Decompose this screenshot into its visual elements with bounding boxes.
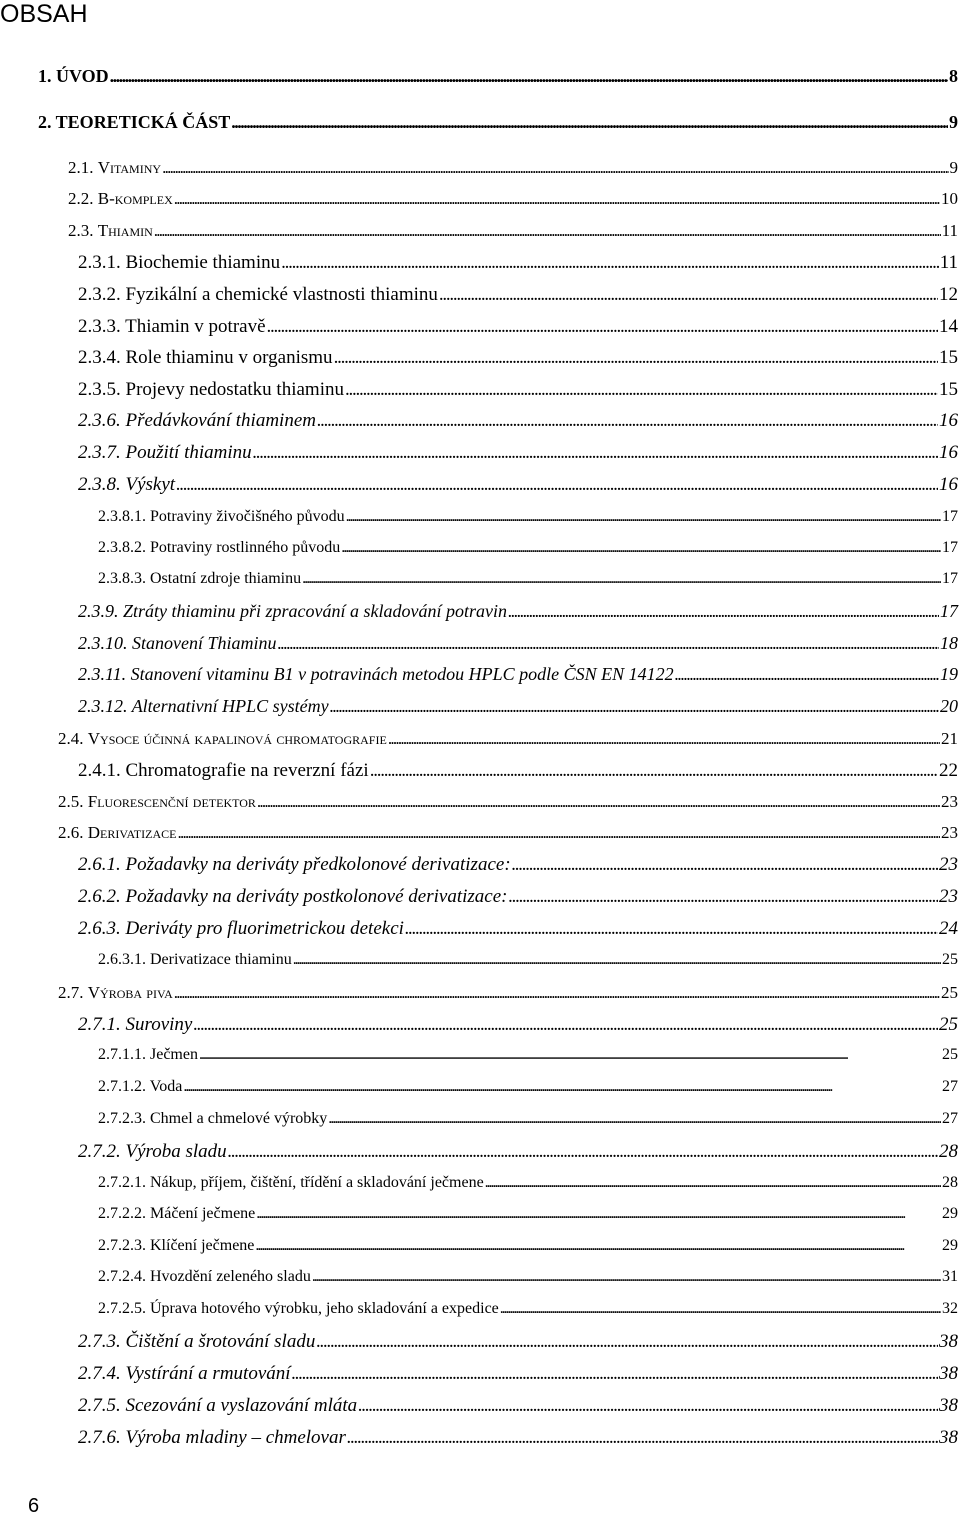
toc-entry[interactable] [98,951,958,969]
dot-leader [508,601,939,622]
toc-entry[interactable] [78,1427,958,1449]
toc-entry-number: 2.7.5. [78,1395,126,1416]
toc-entry[interactable] [78,1395,958,1417]
toc-entry-label: Klíčení ječmene [150,1237,255,1254]
toc-entry[interactable] [78,252,958,274]
toc-entry-title [68,189,173,209]
dot-leader [292,1363,938,1385]
toc-entry[interactable] [38,66,958,87]
toc-entry[interactable] [78,442,958,464]
toc-entry-label: Role thiaminu v organismu [125,347,333,368]
toc-entry-page: 11 [941,221,958,240]
toc-entry[interactable] [78,284,958,306]
toc-entry-page: 25 [941,983,958,1002]
toc-entry[interactable] [38,112,958,133]
toc-entry-label: Thiamin v potravě [125,316,266,337]
toc-entry-title [78,696,329,717]
toc-entry-number: 2.3.7. [78,442,126,463]
dot-leader [183,1078,941,1096]
toc-entry-page: 9 [949,112,958,132]
dot-leader [193,1014,938,1036]
dot-leader [316,1331,938,1353]
toc-entry-page: 22 [939,760,958,781]
dot-leader [675,664,939,685]
dot-leader [509,886,939,908]
toc-entry-title [68,221,153,241]
toc-entry-number: 1. ÚVOD [38,66,109,86]
toc-entry-number: 2.7.2.1. [98,1174,150,1191]
toc-entry-title [58,729,387,749]
toc-entry-number: 2.7.2.3. [98,1110,150,1127]
toc-entry-page: 25 [942,951,958,968]
toc-entry[interactable] [78,1141,958,1163]
toc-entry-page: 29 [942,1237,958,1254]
dot-leader [293,951,941,969]
dot-leader [317,410,938,432]
toc-entry-label: Máčení ječmene [150,1205,256,1222]
toc-entry-number: 2.5. [58,792,88,811]
toc-entry[interactable] [98,1046,958,1064]
dot-leader [154,221,941,241]
toc-entry-title [78,601,507,622]
toc-entry-title [78,442,252,464]
dot-leader [358,1395,938,1417]
dot-leader [228,1141,938,1163]
toc-entry-page: 19 [940,664,958,684]
toc-entry-label: Thiamin [97,221,153,240]
toc-entry-number: 2.1. [68,158,98,177]
toc-entry-page: 15 [939,347,958,368]
toc-entry-number: 2.7. [58,983,88,1002]
toc-entry-page: 23 [939,886,958,907]
toc-entry-number: 2.7.2. [78,1141,126,1162]
toc-entry-page: 24 [939,918,958,939]
toc-entry-page: 17 [942,539,958,556]
toc-entry-title [98,951,292,969]
toc-entry-page: 16 [939,410,958,431]
toc-entry-label: Stanovení vitaminu B1 v potravinách metodou HPLC podle ČSN EN 14122 [130,664,674,684]
toc-entry[interactable] [78,760,958,782]
toc-entry-label: Výroba sladu [125,1141,227,1162]
toc-entry[interactable] [78,316,958,338]
dot-leader [174,983,940,1003]
toc-entry-title [68,158,161,178]
toc-entry[interactable] [98,1268,958,1286]
toc-entry-title [78,1395,357,1417]
toc-entry-label: Ztráty thiaminu při zpracování a skladování potravin [123,601,507,621]
dot-leader [370,760,938,782]
toc-entry-title [78,918,404,940]
toc-entry[interactable] [78,1014,958,1036]
dot-leader [231,112,948,133]
toc-entry-number: 2.7.2.4. [98,1268,150,1285]
toc-entry-title [98,1078,182,1096]
dot-leader [302,570,941,588]
toc-entry-title [58,792,256,812]
toc-entry-title [78,854,511,876]
dot-leader [500,1300,941,1318]
toc-entry-number: 2.3.10. [78,633,132,653]
toc-entry-page: 18 [940,633,958,653]
toc-entry-page: 23 [941,792,958,811]
toc-entry-number: 2.6.1. [78,854,126,875]
dot-leader [388,729,940,749]
dot-leader [328,1110,941,1128]
toc-entry-label: Alternativní HPLC systémy [131,696,329,716]
toc-entry-number: 2. TEORETICKÁ ČÁST [38,112,231,132]
toc-entry-number: 2.6.3. [78,918,126,939]
toc-entry-label: Voda [149,1078,183,1095]
toc-entry-label: Ječmen [150,1046,198,1063]
toc-entry-number: 2.6. [58,823,88,842]
toc-entry-number: 2.7.3. [78,1331,126,1352]
toc-entry-title [78,474,175,496]
toc-entry-label: Ostatní zdroje thiaminu [150,570,302,587]
toc-entry-page: 17 [940,601,958,621]
toc-entry-number: 2.3.8.3. [98,570,150,587]
toc-entry-title [98,1300,499,1318]
toc-entry-label: Úprava hotového výrobku, jeho skladování a expedice [150,1300,499,1317]
toc-entry-title [78,284,438,306]
dot-leader [253,442,938,464]
toc-entry-label: Suroviny [125,1014,193,1035]
toc-entry[interactable] [98,508,958,526]
dot-leader [110,66,948,87]
toc-entry-label: Biochemie thiaminu [125,252,281,273]
toc-entry-page: 25 [939,1014,958,1035]
toc-entry-number: 2.3.5. [78,379,126,400]
toc-entry-number: 2.6.3.1. [98,951,150,968]
toc-entry-title [98,1046,198,1064]
toc-entry[interactable] [78,347,958,369]
toc-entry-page: 27 [942,1078,958,1095]
toc-entry-number: 2.3.1. [78,252,126,273]
toc-entry-number: 2.3.8. [78,474,126,495]
toc-entry-label: B-komplex [97,189,173,208]
toc-entry-page: 14 [939,316,958,337]
toc-entry-title [78,633,277,654]
toc-entry-label: Potraviny živočišného původu [150,508,345,525]
toc-entry-title [78,410,316,432]
toc-entry-label: Předávkování thiaminem [125,410,316,431]
toc-entry-label: Výroba mladiny – chmelovar [125,1427,346,1448]
dot-leader [255,1237,941,1255]
toc-entry[interactable] [78,1363,958,1385]
toc-entry-number: 2.6.2. [78,886,126,907]
toc-entry-label: Projevy nedostatku thiaminu [125,379,344,400]
toc-entry-page: 27 [942,1110,958,1127]
toc-entry-title [98,539,340,557]
toc-entry-page: 20 [940,696,958,716]
toc-entry-page: 16 [939,442,958,463]
toc-entry-title [78,379,344,401]
toc-entry-title [38,66,109,87]
dot-leader [334,347,938,369]
toc-entry[interactable] [68,189,958,209]
dot-leader [257,792,940,812]
toc-entry-label: Derivatizace [87,823,177,842]
toc-entry[interactable] [78,854,958,876]
toc-entry-page: 29 [942,1205,958,1222]
toc-entry[interactable] [98,1237,958,1255]
dot-leader [174,189,940,209]
toc-entry-number: 2.3.12. [78,696,132,716]
toc-entry-number: 2.3.2. [78,284,126,305]
toc-entry-page: 23 [939,854,958,875]
toc-entry-title [78,1331,315,1353]
toc-entry[interactable] [98,1205,958,1223]
toc-entry-label: Fyzikální a chemické vlastnosti thiaminu [125,284,438,305]
toc-entry-number: 2.7.4. [78,1363,126,1384]
toc-entry-title [78,1427,346,1449]
dot-leader [199,1046,941,1064]
toc-entry-label: Vysoce účinná kapalinová chromatografie [87,729,387,748]
dot-leader [512,854,938,876]
toc-entry[interactable] [58,729,958,749]
toc-entry-label: Čištění a šrotování sladu [125,1331,316,1352]
toc-entry-title [98,1237,254,1255]
toc-entry-title [78,760,369,782]
dot-leader [341,539,941,557]
toc-entry[interactable] [98,539,958,557]
toc-entry-label: Hvozdění zeleného sladu [150,1268,311,1285]
toc-entry-title [78,316,266,338]
toc-entry-number: 2.3.11. [78,664,131,684]
toc-entry-page: 21 [941,729,958,748]
toc-entry-page: 28 [939,1141,958,1162]
toc-entry[interactable] [78,410,958,432]
toc-entry[interactable] [78,664,958,685]
toc-entry[interactable] [78,696,958,717]
toc-entry-number: 2.3.6. [78,410,126,431]
toc-entry-title [58,823,176,843]
toc-entry-page: 10 [941,189,958,208]
toc-entry-title [98,570,301,588]
dot-leader [439,284,938,306]
toc-entry-label: Deriváty pro fluorimetrickou detekci [125,918,404,939]
toc-entry-title [78,1014,192,1036]
toc-entry-title [38,112,230,133]
toc-entry-number: 2.3.9. [78,601,123,621]
toc-entry[interactable] [78,1331,958,1353]
toc-entry-number: 2.7.1.1. [98,1046,150,1063]
toc-entry-label: Vitaminy [97,158,162,177]
dot-leader [330,696,939,717]
toc-entry-number: 2.7.6. [78,1427,126,1448]
toc-entry-number: 2.7.1. [78,1014,126,1035]
toc-entry[interactable] [98,1300,958,1318]
toc-entry-page: 11 [939,252,958,273]
dot-leader [176,474,938,496]
toc-entry-page: 32 [942,1300,958,1317]
toc-entry-label: Použití thiaminu [125,442,252,463]
toc-entry-title [58,983,173,1003]
toc-entry-page: 23 [941,823,958,842]
toc-entry-page: 25 [942,1046,958,1063]
toc-entry-number: 2.3. [68,221,98,240]
toc-entry-page: 16 [939,474,958,495]
dot-leader [281,252,939,274]
dot-leader [312,1268,941,1286]
toc-entry-label: Výroba piva [87,983,173,1002]
toc-entry-label: Nákup, příjem, čištění, třídění a skladování ječmene [150,1174,484,1191]
toc-entry-label: Požadavky na deriváty postkolonové derivatizace: [125,886,508,907]
toc-entry-title [78,252,280,274]
toc-entry-number: 2.7.2.3. [98,1237,150,1254]
toc-entry-page: 15 [939,379,958,400]
toc-entry[interactable] [98,1078,958,1096]
toc-entry-title [78,886,508,908]
toc-entry[interactable] [78,918,958,940]
toc-entry-number: 2.4. [58,729,88,748]
toc-entry[interactable] [98,570,958,588]
toc-entry-title [98,1174,484,1192]
toc-entry[interactable] [58,792,958,812]
toc-entry-label: Chmel a chmelové výrobky [150,1110,328,1127]
toc-entry-label: Scezování a vyslazování mláta [125,1395,358,1416]
toc-entry-label: Stanovení Thiaminu [132,633,277,653]
toc-entry-page: 9 [949,158,958,177]
toc-entry[interactable] [78,474,958,496]
toc-entry-label: Fluorescenční detektor [87,792,256,811]
dot-leader [405,918,938,940]
dot-leader [346,508,941,526]
page-number: 6 [28,1495,40,1517]
toc-entry-page: 28 [942,1174,958,1191]
toc-entry-label: Potraviny rostlinného původu [150,539,341,556]
toc-entry-title [98,1268,311,1286]
dot-leader [177,823,940,843]
toc-entry-title [78,1141,227,1163]
toc-entry-page: 31 [942,1268,958,1285]
toc-entry-number: 2.3.8.1. [98,508,150,525]
toc-entry-label: Požadavky na deriváty předkolonové derivatizace: [125,854,511,875]
dot-leader [347,1427,938,1449]
toc-entry-label: Vystírání a rmutování [125,1363,291,1384]
toc-entry[interactable] [68,221,958,241]
toc-entry-page: 8 [949,66,958,86]
toc-entry-number: 2.3.8.2. [98,539,150,556]
toc-entry-number: 2.2. [68,189,98,208]
toc-entry[interactable] [58,823,958,843]
toc-entry-label: Chromatografie na reverzní fázi [125,760,369,781]
toc-entry-page: 38 [939,1363,958,1384]
dot-leader [485,1174,941,1192]
toc-entry-title [98,508,345,526]
toc-entry-title [78,664,674,685]
dot-leader [256,1205,941,1223]
toc-entry[interactable] [78,886,958,908]
toc-entry-page: 17 [942,570,958,587]
toc-entry-title [98,1205,255,1223]
toc-entry-title [98,1110,327,1128]
toc-entry-label: Výskyt [125,474,176,495]
toc-entry-number: 2.7.1.2. [98,1078,150,1095]
dot-leader [162,158,948,178]
toc-entry-title [78,347,333,369]
toc-entry-page: 38 [939,1331,958,1352]
toc-entry-number: 2.4.1. [78,760,126,781]
toc-entry[interactable] [78,601,958,622]
toc-entry-page: 12 [939,284,958,305]
toc-entry[interactable] [98,1174,958,1192]
dot-leader [267,316,938,338]
toc-entry-number: 2.7.2.2. [98,1205,150,1222]
toc-entry-page: 38 [939,1427,958,1448]
toc-entry[interactable] [98,1110,958,1128]
toc-entry-page: 17 [942,508,958,525]
toc-entry[interactable] [78,379,958,401]
toc-entry-number: 2.3.4. [78,347,126,368]
toc-entry[interactable] [78,633,958,654]
toc-entry-number: 2.3.3. [78,316,126,337]
dot-leader [278,633,940,654]
dot-leader [345,379,938,401]
toc-entry-number: 2.7.2.5. [98,1300,150,1317]
page-title: OBSAH [0,0,88,28]
toc-entry-label: Derivatizace thiaminu [150,951,292,968]
toc-entry-title [78,1363,291,1385]
toc-entry-page: 38 [939,1395,958,1416]
toc-entry[interactable] [58,983,958,1003]
toc-entry[interactable] [68,158,958,178]
